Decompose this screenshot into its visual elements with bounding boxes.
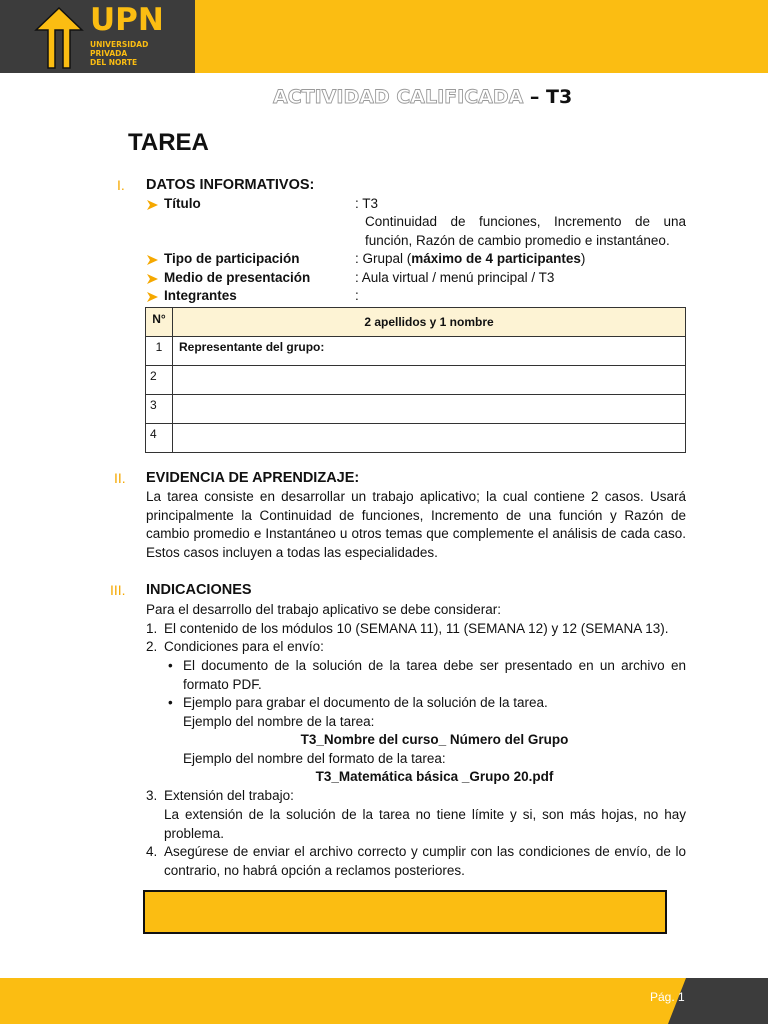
page-number: Pág. 1 bbox=[650, 990, 685, 1004]
titulo-value: : T3 bbox=[355, 196, 379, 211]
members-table bbox=[145, 307, 686, 453]
example-name-label: Ejemplo del nombre de la tarea: bbox=[183, 714, 375, 729]
logo-block bbox=[0, 0, 195, 73]
example-name: T3_Nombre del curso_ Número del Grupo bbox=[300, 732, 569, 747]
arrow-bullet-icon bbox=[146, 291, 160, 303]
logo-wordmark: UPN bbox=[90, 2, 164, 38]
member-name-cell[interactable]: Representante del grupo: bbox=[173, 337, 686, 366]
row-num: 2 bbox=[146, 366, 173, 395]
example-format-label: Ejemplo del nombre del formato de la tarea: bbox=[183, 751, 446, 766]
col-name-header: 2 apellidos y 1 nombre bbox=[173, 308, 686, 337]
list-item: El documento de la solución de la tarea debe ser presentado en un archivo en formato PDF. bbox=[183, 658, 686, 692]
list-item-number: 4. bbox=[146, 844, 158, 859]
example-format: T3_Matemática básica _Grupo 20.pdf bbox=[315, 769, 554, 784]
arrow-bullet-icon bbox=[146, 199, 160, 211]
table-row bbox=[146, 366, 686, 395]
list-item: El contenido de los módulos 10 (SEMANA 11), 11 (SEMANA 12) y 12 (SEMANA 13). bbox=[164, 621, 669, 636]
list-item-number: 1. bbox=[146, 621, 158, 636]
integrantes-value: : bbox=[355, 288, 359, 303]
page-title: TAREA bbox=[128, 129, 209, 156]
member-name-cell[interactable] bbox=[173, 366, 686, 395]
table-row bbox=[146, 424, 686, 453]
medio-value: : Aula virtual / menú principal / T3 bbox=[355, 270, 555, 285]
list-item: Condiciones para el envío: bbox=[164, 639, 324, 654]
logo-subtitle: UNIVERSIDAD PRIVADA DEL NORTE bbox=[90, 40, 149, 67]
row-num: 4 bbox=[146, 424, 173, 453]
section-1-number: I. bbox=[117, 177, 125, 193]
list-item-number: 2. bbox=[146, 639, 158, 654]
bullet-dot-icon: • bbox=[168, 658, 173, 673]
table-row bbox=[146, 337, 686, 366]
list-item-number: 3. bbox=[146, 788, 158, 803]
section-2-number: II. bbox=[114, 470, 126, 486]
row-num: 3 bbox=[146, 395, 173, 424]
list-item: Asegúrese de enviar el archivo correcto y cumplir con las condiciones de envío, de lo contrario, no habrá opción a reclamos posteriores. bbox=[164, 844, 686, 878]
section-1-title: DATOS INFORMATIVOS: bbox=[146, 177, 315, 193]
footer-band bbox=[0, 978, 768, 1024]
member-name-cell[interactable] bbox=[173, 424, 686, 453]
list-item-body: La extensión de la solución de la tarea no tiene límite y si, son más hojas, no hay problema. bbox=[164, 807, 686, 841]
header-divider bbox=[0, 73, 768, 77]
titulo-description: Continuidad de funciones, Incremento de una función, Razón de cambio promedio e instantáneo. bbox=[365, 214, 686, 248]
row-num: 1 bbox=[146, 337, 173, 366]
section-3-number: III. bbox=[110, 582, 126, 598]
titulo-label: Título bbox=[164, 196, 201, 211]
medio-label: Medio de presentación bbox=[164, 270, 311, 285]
arrow-bullet-icon bbox=[146, 254, 160, 266]
bullet-dot-icon: • bbox=[168, 695, 173, 710]
table-header-row bbox=[146, 308, 686, 337]
tipo-label: Tipo de participación bbox=[164, 251, 300, 266]
arrow-bullet-icon bbox=[146, 273, 160, 285]
section-3-intro: Para el desarrollo del trabajo aplicativo se debe considerar: bbox=[146, 602, 501, 617]
table-row bbox=[146, 395, 686, 424]
col-num-header: N° bbox=[146, 308, 173, 337]
upn-arrow-logo-icon bbox=[30, 6, 88, 70]
highlight-box bbox=[143, 890, 667, 934]
activity-title: ACTIVIDAD CALIFICADA – T3 bbox=[273, 86, 573, 108]
tipo-value: : Grupal (máximo de 4 participantes) bbox=[355, 251, 586, 266]
member-name-cell[interactable] bbox=[173, 395, 686, 424]
integrantes-label: Integrantes bbox=[164, 288, 237, 303]
list-item: Extensión del trabajo: bbox=[164, 788, 294, 803]
section-3-title: INDICACIONES bbox=[146, 582, 252, 598]
section-2-body: La tarea consiste en desarrollar un trabajo aplicativo; la cual contiene 2 casos. Usará principalmente la Continuidad de funciones, Incremento de una función y Razón de cambio promedio e Instantáneo u otros temas que complemente el análisis de cada caso. Estos casos incluyen a todas las especialidades. bbox=[146, 489, 686, 560]
list-item: Ejemplo para grabar el documento de la solución de la tarea. bbox=[183, 695, 548, 710]
section-2-title: EVIDENCIA DE APRENDIZAJE: bbox=[146, 470, 360, 486]
